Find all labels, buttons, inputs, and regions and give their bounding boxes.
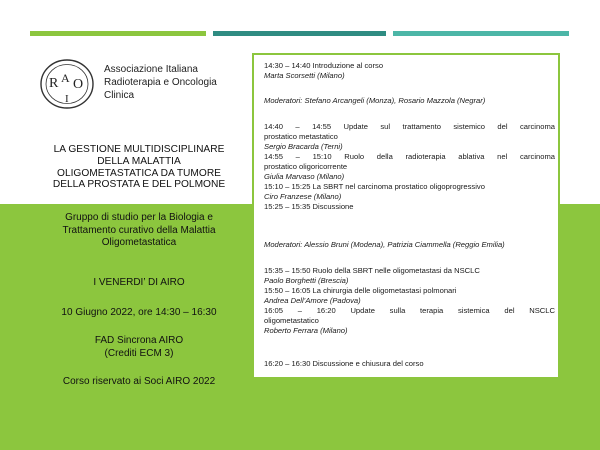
logo-letter-a: A — [61, 71, 70, 85]
program-item-closing: 16:20 – 16:30 Discussione e chiusura del corso — [264, 359, 424, 368]
accent-bar-green — [30, 31, 206, 36]
study-group: Gruppo di studio per la Biologia e Trattamento curativo della Malattia Oligometastatica — [62, 212, 216, 248]
program-item-intro: 14:30 – 14:40 Introduzione al corso Marta Scorsetti (Milano) — [264, 61, 384, 80]
series-name: I VENERDI’ DI AIRO — [93, 277, 185, 288]
accent-bar-teal-light — [393, 31, 569, 36]
organization-name: Associazione Italiana Radioterapia e Oncologia Clinica — [104, 64, 217, 101]
airo-logo — [38, 57, 96, 111]
program-item-block2: 15:35 – 15:50 Ruolo della SBRT nelle oligometastasi da NSCLC Paolo Borghetti (Brescia) 15:50 – 16:05 La chirurgia delle oligometastasi polmonari Andrea Dell’Amore (Padova) 16:05 – 16:20 Update sulla terapia sistemica del NSCLC oligometastatico Roberto Ferrara (Milano) — [264, 266, 555, 335]
logo-letter-r: R — [49, 76, 59, 91]
logo-letter-o: O — [73, 77, 84, 92]
program-item-block1: 14:40 – 14:55 Update sul trattamento sistemico del carcinoma prostatico metastatico Sergio Bracarda (Terni) 14:55 – 15:10 Ruolo della radioterapia ablativa nel carcinoma prostatico oligoricorrente Giulia Marvaso (Milano) 15:10 – 15:25 La SBRT nel carcinoma prostatico oligoprogressivo Ciro Franzese (Milano) 15:25 – 15:35 Discussione — [264, 122, 555, 211]
program-panel — [252, 53, 560, 379]
program-moderators-2: Moderatori: Alessio Bruni (Modena), Patrizia Ciammella (Reggio Emilia) — [264, 240, 505, 249]
logo-letter-i: I — [65, 93, 69, 105]
program-moderators-1: Moderatori: Stefano Arcangeli (Monza), Rosario Mazzola (Negrar) — [264, 96, 486, 105]
fad-info: FAD Sincrona AIRO (Crediti ECM 3) — [94, 335, 184, 359]
reserved-note: Corso riservato ai Soci AIRO 2022 — [62, 376, 216, 387]
course-title: LA GESTIONE MULTIDISCIPLINARE DELLA MALATTIA OLIGOMETASTATICA DA TUMORE DELLA PROSTATA E DEL POLMONE — [52, 144, 226, 191]
accent-bar-teal-dark — [213, 31, 386, 36]
course-date: 10 Giugno 2022, ore 14:30 – 16:30 — [61, 307, 217, 318]
